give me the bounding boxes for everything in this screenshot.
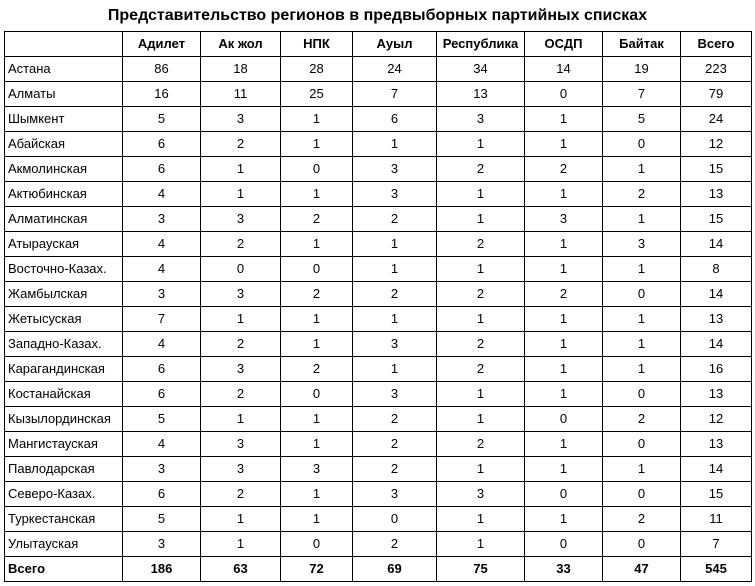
value-cell-npk: 1	[281, 182, 353, 207]
value-cell-ak-zhol: 2	[201, 482, 281, 507]
table-row	[5, 282, 752, 307]
value-cell-adilet: 5	[123, 107, 201, 132]
table-body	[5, 57, 752, 582]
value-cell-osdp: 1	[525, 107, 603, 132]
value-cell-respublika: 1	[437, 182, 525, 207]
value-cell-baitak: 1	[603, 207, 681, 232]
value-cell-ak-zhol: 3	[201, 357, 281, 382]
value-cell-total: 15	[681, 207, 752, 232]
value-cell-respublika: 1	[437, 532, 525, 557]
value-cell-baitak: 19	[603, 57, 681, 82]
value-cell-baitak: 1	[603, 457, 681, 482]
value-cell-ak-zhol: 2	[201, 232, 281, 257]
value-cell-ak-zhol: 3	[201, 282, 281, 307]
value-cell-respublika: 3	[437, 482, 525, 507]
value-cell-npk: 2	[281, 357, 353, 382]
region-cell: Всего	[5, 557, 123, 582]
table-row	[5, 57, 752, 82]
value-cell-total: 16	[681, 357, 752, 382]
value-cell-total: 14	[681, 332, 752, 357]
value-cell-ak-zhol: 2	[201, 382, 281, 407]
value-cell-auyl: 3	[353, 182, 437, 207]
column-header-ak-zhol: Ак жол	[201, 32, 281, 57]
value-cell-auyl: 3	[353, 332, 437, 357]
value-cell-total: 13	[681, 307, 752, 332]
table-row	[5, 307, 752, 332]
value-cell-auyl: 2	[353, 282, 437, 307]
table-row	[5, 482, 752, 507]
value-cell-auyl: 0	[353, 507, 437, 532]
value-cell-respublika: 1	[437, 307, 525, 332]
value-cell-baitak: 2	[603, 507, 681, 532]
value-cell-ak-zhol: 1	[201, 157, 281, 182]
value-cell-osdp: 1	[525, 257, 603, 282]
region-cell: Жамбылская	[5, 282, 123, 307]
value-cell-ak-zhol: 3	[201, 207, 281, 232]
table-row	[5, 157, 752, 182]
value-cell-respublika: 2	[437, 357, 525, 382]
value-cell-respublika: 75	[437, 557, 525, 582]
value-cell-respublika: 2	[437, 232, 525, 257]
value-cell-npk: 0	[281, 257, 353, 282]
column-header-total: Всего	[681, 32, 752, 57]
value-cell-auyl: 1	[353, 307, 437, 332]
table-row	[5, 82, 752, 107]
value-cell-npk: 28	[281, 57, 353, 82]
value-cell-total: 545	[681, 557, 752, 582]
value-cell-npk: 1	[281, 332, 353, 357]
value-cell-respublika: 2	[437, 282, 525, 307]
value-cell-baitak: 7	[603, 82, 681, 107]
value-cell-osdp: 1	[525, 457, 603, 482]
value-cell-baitak: 1	[603, 307, 681, 332]
value-cell-ak-zhol: 3	[201, 457, 281, 482]
value-cell-npk: 1	[281, 232, 353, 257]
value-cell-auyl: 1	[353, 132, 437, 157]
column-header-osdp: ОСДП	[525, 32, 603, 57]
value-cell-auyl: 24	[353, 57, 437, 82]
value-cell-osdp: 2	[525, 282, 603, 307]
value-cell-baitak: 0	[603, 482, 681, 507]
value-cell-adilet: 6	[123, 357, 201, 382]
value-cell-npk: 0	[281, 382, 353, 407]
value-cell-osdp: 1	[525, 182, 603, 207]
value-cell-total: 79	[681, 82, 752, 107]
value-cell-osdp: 1	[525, 382, 603, 407]
value-cell-total: 7	[681, 532, 752, 557]
region-cell: Алматинская	[5, 207, 123, 232]
value-cell-baitak: 1	[603, 157, 681, 182]
value-cell-total: 14	[681, 232, 752, 257]
value-cell-total: 15	[681, 482, 752, 507]
region-cell: Астана	[5, 57, 123, 82]
value-cell-ak-zhol: 1	[201, 532, 281, 557]
value-cell-ak-zhol: 0	[201, 257, 281, 282]
value-cell-ak-zhol: 11	[201, 82, 281, 107]
value-cell-adilet: 6	[123, 132, 201, 157]
column-header-adilet: Адилет	[123, 32, 201, 57]
region-cell: Шымкент	[5, 107, 123, 132]
region-cell: Восточно-Казах.	[5, 257, 123, 282]
region-cell: Абайская	[5, 132, 123, 157]
value-cell-adilet: 86	[123, 57, 201, 82]
value-cell-npk: 1	[281, 107, 353, 132]
value-cell-adilet: 4	[123, 332, 201, 357]
value-cell-auyl: 69	[353, 557, 437, 582]
value-cell-npk: 2	[281, 282, 353, 307]
column-header-auyl: Ауыл	[353, 32, 437, 57]
value-cell-total: 13	[681, 182, 752, 207]
value-cell-total: 12	[681, 407, 752, 432]
value-cell-respublika: 2	[437, 432, 525, 457]
region-cell: Туркестанская	[5, 507, 123, 532]
value-cell-osdp: 1	[525, 432, 603, 457]
region-cell: Акмолинская	[5, 157, 123, 182]
value-cell-total: 24	[681, 107, 752, 132]
table-row	[5, 457, 752, 482]
value-cell-baitak: 1	[603, 357, 681, 382]
value-cell-npk: 1	[281, 507, 353, 532]
value-cell-respublika: 2	[437, 157, 525, 182]
value-cell-npk: 0	[281, 157, 353, 182]
value-cell-ak-zhol: 1	[201, 407, 281, 432]
value-cell-npk: 1	[281, 482, 353, 507]
value-cell-osdp: 33	[525, 557, 603, 582]
region-cell: Актюбинская	[5, 182, 123, 207]
table-row	[5, 207, 752, 232]
value-cell-osdp: 1	[525, 307, 603, 332]
total-row	[5, 557, 752, 582]
value-cell-baitak: 0	[603, 282, 681, 307]
value-cell-total: 14	[681, 457, 752, 482]
value-cell-auyl: 3	[353, 157, 437, 182]
value-cell-adilet: 5	[123, 507, 201, 532]
value-cell-adilet: 186	[123, 557, 201, 582]
value-cell-total: 12	[681, 132, 752, 157]
value-cell-total: 13	[681, 382, 752, 407]
value-cell-npk: 1	[281, 307, 353, 332]
value-cell-auyl: 2	[353, 432, 437, 457]
region-cell: Западно-Казах.	[5, 332, 123, 357]
value-cell-adilet: 4	[123, 232, 201, 257]
region-cell: Карагандинская	[5, 357, 123, 382]
value-cell-osdp: 1	[525, 507, 603, 532]
value-cell-auyl: 6	[353, 107, 437, 132]
value-cell-osdp: 0	[525, 482, 603, 507]
value-cell-baitak: 1	[603, 332, 681, 357]
value-cell-auyl: 2	[353, 207, 437, 232]
value-cell-ak-zhol: 2	[201, 332, 281, 357]
table-row	[5, 332, 752, 357]
value-cell-npk: 3	[281, 457, 353, 482]
value-cell-adilet: 3	[123, 532, 201, 557]
region-cell: Кызылординская	[5, 407, 123, 432]
value-cell-ak-zhol: 18	[201, 57, 281, 82]
value-cell-npk: 1	[281, 432, 353, 457]
table-row	[5, 132, 752, 157]
value-cell-respublika: 3	[437, 107, 525, 132]
value-cell-respublika: 34	[437, 57, 525, 82]
value-cell-baitak: 0	[603, 432, 681, 457]
column-header-baitak: Байтак	[603, 32, 681, 57]
value-cell-respublika: 13	[437, 82, 525, 107]
value-cell-total: 223	[681, 57, 752, 82]
value-cell-adilet: 6	[123, 382, 201, 407]
value-cell-auyl: 1	[353, 232, 437, 257]
value-cell-osdp: 3	[525, 207, 603, 232]
value-cell-total: 14	[681, 282, 752, 307]
value-cell-adilet: 4	[123, 432, 201, 457]
value-cell-baitak: 0	[603, 132, 681, 157]
value-cell-ak-zhol: 3	[201, 107, 281, 132]
value-cell-npk: 1	[281, 132, 353, 157]
region-cell: Алматы	[5, 82, 123, 107]
value-cell-adilet: 3	[123, 207, 201, 232]
value-cell-respublika: 1	[437, 207, 525, 232]
region-cell: Северо-Казах.	[5, 482, 123, 507]
table-row	[5, 182, 752, 207]
value-cell-adilet: 16	[123, 82, 201, 107]
party-list-table	[4, 31, 752, 582]
value-cell-respublika: 1	[437, 257, 525, 282]
value-cell-adilet: 7	[123, 307, 201, 332]
value-cell-baitak: 5	[603, 107, 681, 132]
table-row	[5, 507, 752, 532]
value-cell-respublika: 1	[437, 132, 525, 157]
value-cell-ak-zhol: 2	[201, 132, 281, 157]
column-header-npk: НПК	[281, 32, 353, 57]
column-header-respublika: Республика	[437, 32, 525, 57]
table-row	[5, 257, 752, 282]
region-cell: Атырауская	[5, 232, 123, 257]
value-cell-total: 11	[681, 507, 752, 532]
value-cell-adilet: 6	[123, 482, 201, 507]
value-cell-npk: 0	[281, 532, 353, 557]
value-cell-ak-zhol: 1	[201, 507, 281, 532]
value-cell-osdp: 14	[525, 57, 603, 82]
corner-header-cell	[5, 32, 123, 57]
table-row	[5, 407, 752, 432]
value-cell-osdp: 2	[525, 157, 603, 182]
value-cell-auyl: 3	[353, 482, 437, 507]
value-cell-baitak: 3	[603, 232, 681, 257]
value-cell-baitak: 0	[603, 382, 681, 407]
value-cell-baitak: 2	[603, 182, 681, 207]
value-cell-npk: 25	[281, 82, 353, 107]
value-cell-npk: 1	[281, 407, 353, 432]
value-cell-baitak: 1	[603, 257, 681, 282]
region-cell: Мангистауская	[5, 432, 123, 457]
value-cell-adilet: 6	[123, 157, 201, 182]
value-cell-ak-zhol: 1	[201, 182, 281, 207]
value-cell-osdp: 0	[525, 82, 603, 107]
value-cell-baitak: 0	[603, 532, 681, 557]
region-cell: Улытауская	[5, 532, 123, 557]
page-title: Представительство регионов в предвыборных партийных списках	[107, 7, 648, 24]
table-row	[5, 532, 752, 557]
value-cell-adilet: 4	[123, 257, 201, 282]
value-cell-npk: 2	[281, 207, 353, 232]
value-cell-auyl: 1	[353, 257, 437, 282]
value-cell-total: 8	[681, 257, 752, 282]
table-header-row	[5, 32, 752, 57]
value-cell-respublika: 2	[437, 332, 525, 357]
value-cell-ak-zhol: 3	[201, 432, 281, 457]
region-cell: Костанайская	[5, 382, 123, 407]
value-cell-auyl: 2	[353, 407, 437, 432]
value-cell-respublika: 1	[437, 457, 525, 482]
value-cell-total: 15	[681, 157, 752, 182]
value-cell-respublika: 1	[437, 407, 525, 432]
value-cell-osdp: 1	[525, 332, 603, 357]
value-cell-adilet: 3	[123, 282, 201, 307]
value-cell-auyl: 1	[353, 357, 437, 382]
value-cell-respublika: 1	[437, 382, 525, 407]
table-row	[5, 107, 752, 132]
region-cell: Жетысуская	[5, 307, 123, 332]
value-cell-osdp: 1	[525, 132, 603, 157]
region-cell: Павлодарская	[5, 457, 123, 482]
value-cell-auyl: 3	[353, 382, 437, 407]
value-cell-respublika: 1	[437, 507, 525, 532]
value-cell-osdp: 1	[525, 232, 603, 257]
value-cell-osdp: 1	[525, 357, 603, 382]
value-cell-baitak: 47	[603, 557, 681, 582]
value-cell-ak-zhol: 1	[201, 307, 281, 332]
value-cell-adilet: 5	[123, 407, 201, 432]
table-row	[5, 382, 752, 407]
value-cell-auyl: 2	[353, 457, 437, 482]
value-cell-adilet: 3	[123, 457, 201, 482]
value-cell-osdp: 0	[525, 407, 603, 432]
value-cell-adilet: 4	[123, 182, 201, 207]
table-row	[5, 357, 752, 382]
table-row	[5, 432, 752, 457]
value-cell-ak-zhol: 63	[201, 557, 281, 582]
value-cell-auyl: 2	[353, 532, 437, 557]
value-cell-osdp: 0	[525, 532, 603, 557]
value-cell-npk: 72	[281, 557, 353, 582]
value-cell-auyl: 7	[353, 82, 437, 107]
table-row	[5, 232, 752, 257]
value-cell-total: 13	[681, 432, 752, 457]
value-cell-baitak: 2	[603, 407, 681, 432]
